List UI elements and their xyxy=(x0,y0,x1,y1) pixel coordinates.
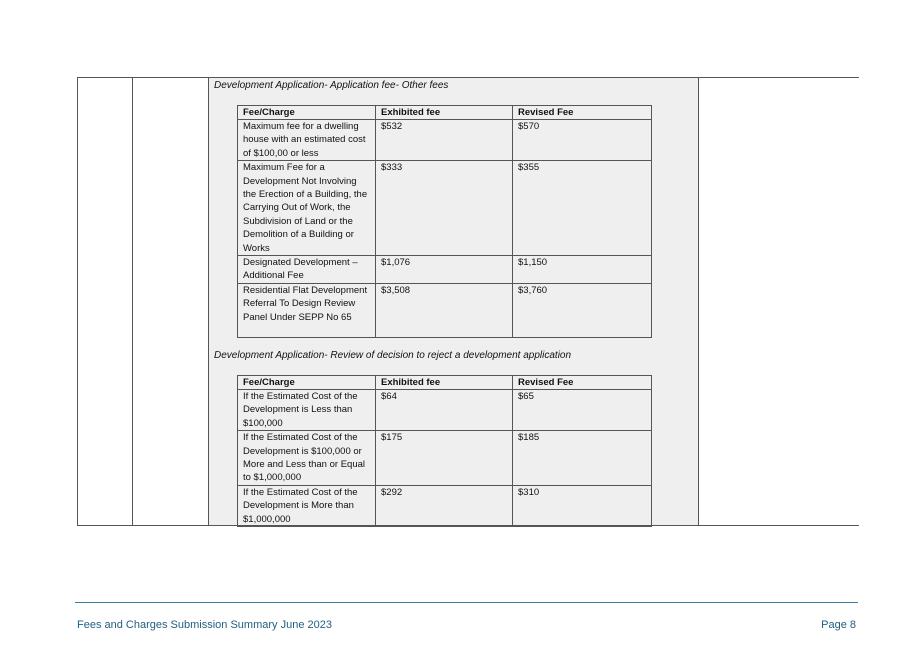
column-2 xyxy=(133,78,208,525)
revised-fee-cell: $185 xyxy=(513,431,652,486)
footer-page-number: Page 8 xyxy=(821,619,856,631)
table-row xyxy=(238,485,652,526)
revised-fee-cell: $1,150 xyxy=(513,256,652,284)
exhibited-fee-cell: $3,508 xyxy=(376,283,513,337)
fee-charge-cell: Maximum fee for a dwelling house with an estimated cost of $100,00 or less xyxy=(238,120,376,161)
table-row xyxy=(238,283,652,337)
footer-document-title: Fees and Charges Submission Summary June 2023 xyxy=(77,619,332,631)
column-divider xyxy=(132,78,133,525)
table-row xyxy=(238,120,652,161)
revised-fee-cell: $570 xyxy=(513,120,652,161)
header-fee-charge: Fee/Charge xyxy=(238,376,376,390)
fee-charge-cell: Maximum Fee for a Development Not Involving the Erection of a Building, the Carrying Out of Work, the Subdivision of Land or the Demolition of a Building or Works xyxy=(238,161,376,256)
section-title-other-fees: Development Application- Application fee- Other fees xyxy=(214,80,449,91)
table-row xyxy=(238,390,652,431)
header-revised-fee: Revised Fee xyxy=(513,106,652,120)
footer-divider xyxy=(75,602,858,603)
column-1 xyxy=(78,78,133,525)
exhibited-fee-cell: $292 xyxy=(376,485,513,526)
column-4 xyxy=(698,78,859,525)
review-fees-table xyxy=(237,375,652,527)
exhibited-fee-cell: $333 xyxy=(376,161,513,256)
exhibited-fee-cell: $175 xyxy=(376,431,513,486)
header-fee-charge: Fee/Charge xyxy=(238,106,376,120)
column-divider xyxy=(698,78,699,525)
revised-fee-cell: $310 xyxy=(513,485,652,526)
table-row xyxy=(238,161,652,256)
fee-charge-cell: If the Estimated Cost of the Development is More than $1,000,000 xyxy=(238,485,376,526)
header-exhibited-fee: Exhibited fee xyxy=(376,376,513,390)
fee-charge-cell: If the Estimated Cost of the Development is $100,000 or More and Less than or Equal to $1,000,000 xyxy=(238,431,376,486)
revised-fee-cell: $355 xyxy=(513,161,652,256)
header-revised-fee: Revised Fee xyxy=(513,376,652,390)
exhibited-fee-cell: $1,076 xyxy=(376,256,513,284)
section-title-review-decision: Development Application- Review of decision to reject a development application xyxy=(214,350,572,361)
fee-charge-cell: If the Estimated Cost of the Development is Less than $100,000 xyxy=(238,390,376,431)
column-divider xyxy=(208,78,209,525)
revised-fee-cell: $65 xyxy=(513,390,652,431)
table-header-row xyxy=(238,106,652,120)
fee-charge-cell: Residential Flat Development Referral To Design Review Panel Under SEPP No 65 xyxy=(238,283,376,337)
fee-charge-cell: Designated Development – Additional Fee xyxy=(238,256,376,284)
table-row xyxy=(238,256,652,284)
table-row xyxy=(238,431,652,486)
header-exhibited-fee: Exhibited fee xyxy=(376,106,513,120)
other-fees-table xyxy=(237,105,652,338)
document-table-frame xyxy=(77,77,859,526)
table-header-row xyxy=(238,376,652,390)
exhibited-fee-cell: $64 xyxy=(376,390,513,431)
revised-fee-cell: $3,760 xyxy=(513,283,652,337)
exhibited-fee-cell: $532 xyxy=(376,120,513,161)
